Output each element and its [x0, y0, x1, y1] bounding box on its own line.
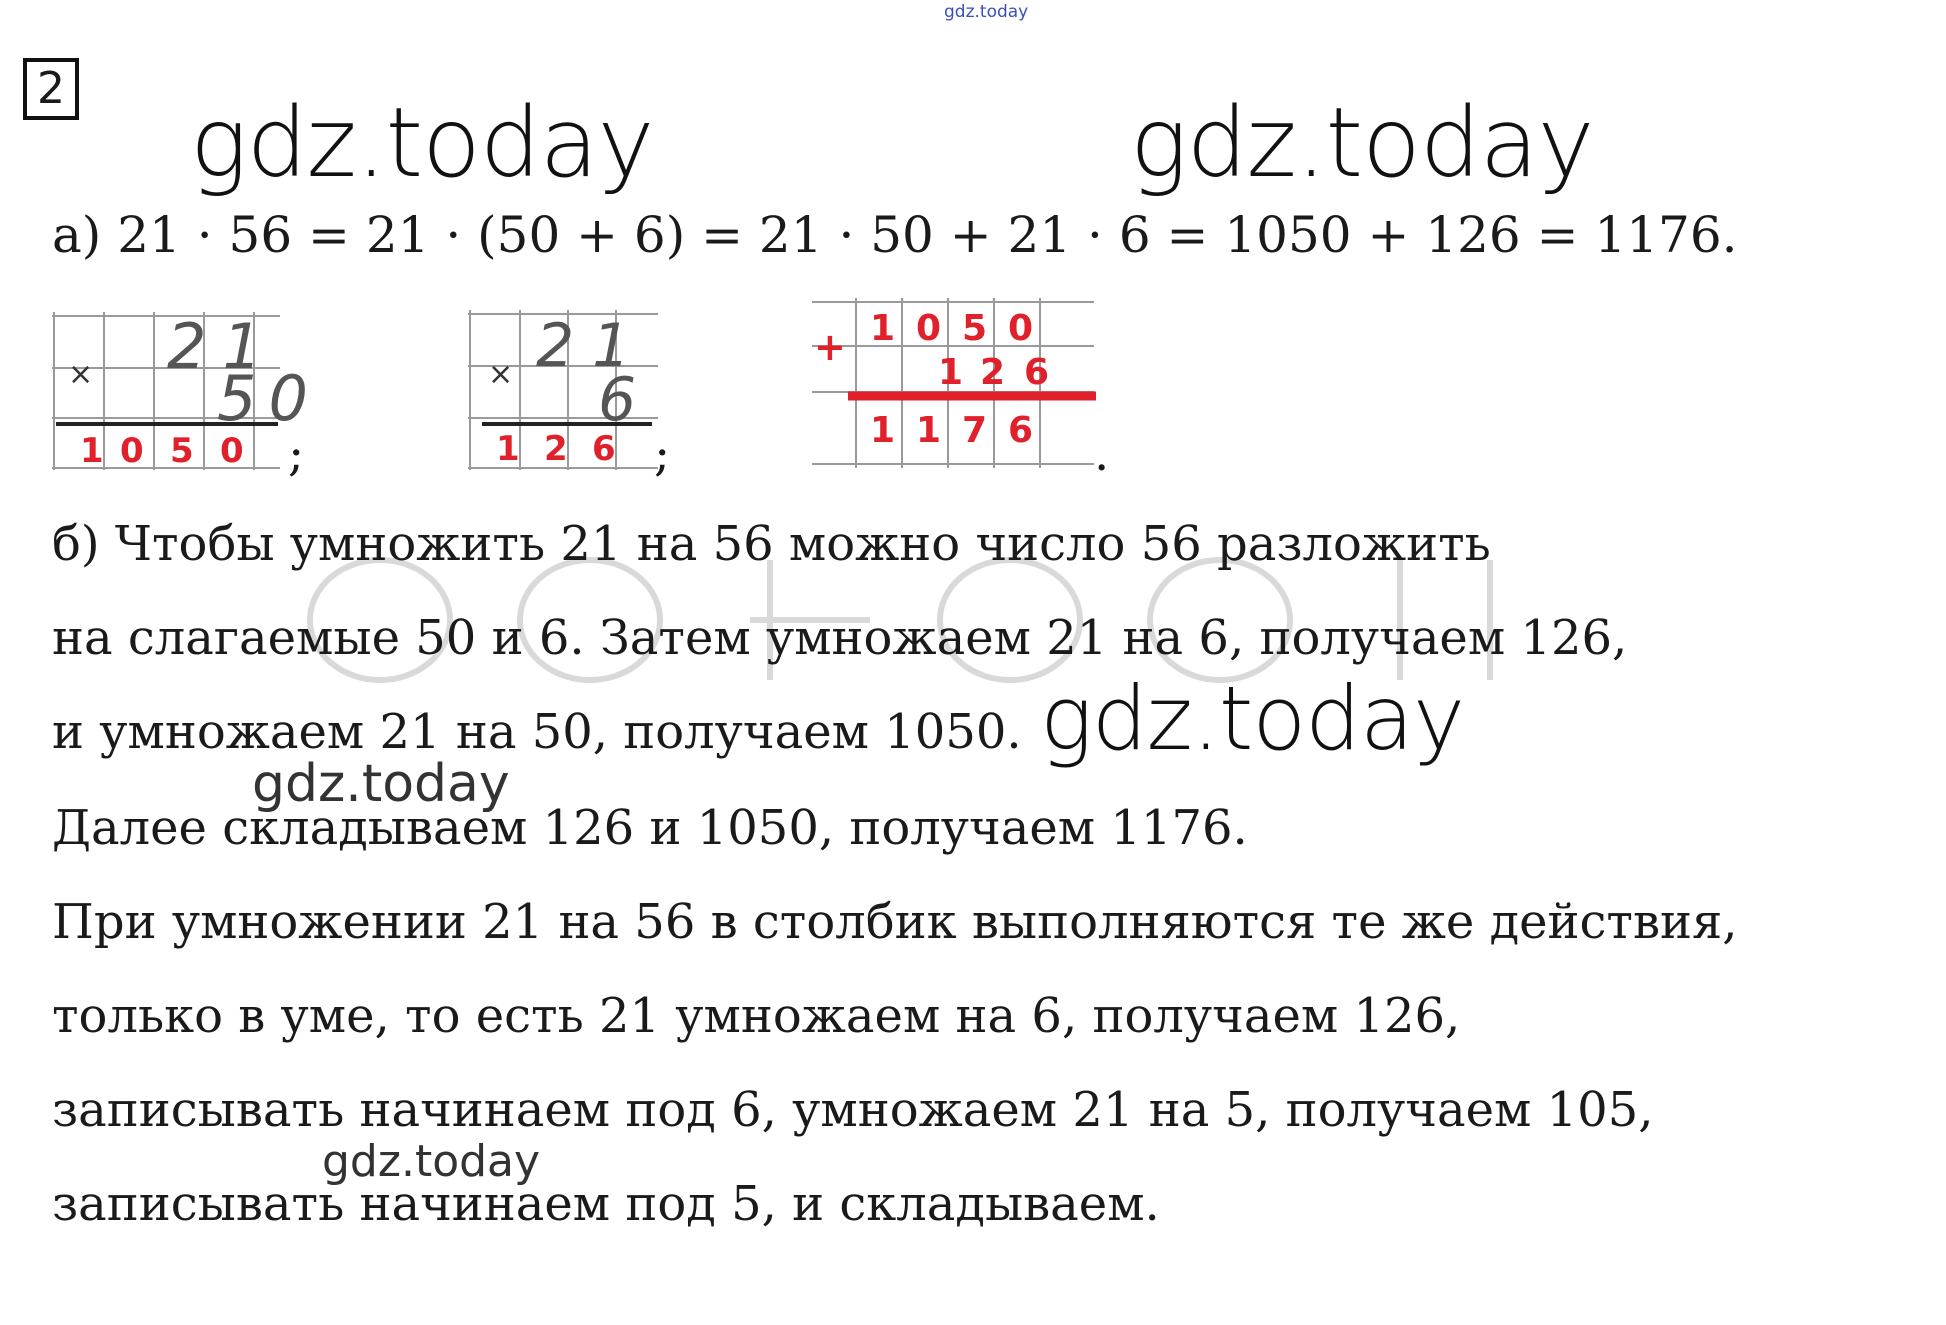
multiply-sign: ×	[68, 357, 94, 392]
multiplication-grid-2	[468, 310, 660, 470]
separator: .	[1094, 426, 1110, 482]
text-line: на слагаемые 50 и 6. Затем умножаем 21 на 6, получаем 126,	[52, 610, 1628, 666]
sum-digit: 6	[1008, 410, 1034, 451]
addend-digit: 6	[1024, 352, 1050, 393]
separator: ;	[288, 426, 305, 482]
text-line: записывать начинаем под 5, и складываем.	[52, 1176, 1160, 1232]
multiply-sign: ×	[488, 357, 514, 392]
watermark: gdz.today	[252, 754, 510, 814]
watermark: gdz.today	[190, 87, 654, 199]
result-digit: 1	[80, 431, 104, 471]
text-line: При умножении 21 на 56 в столбик выполняются те же действия,	[52, 894, 1738, 950]
multiplication-grid-1	[52, 310, 320, 471]
watermark: gdz.today	[322, 1136, 541, 1187]
addition-grid	[812, 298, 1098, 468]
text-line: б) Чтобы умножить 21 на 56 можно число 56 разложить	[52, 516, 1491, 572]
text-line: только в уме, то есть 21 умножаем на 6, получаем 126,	[52, 988, 1461, 1044]
factor-top: 21	[167, 310, 278, 383]
addend-digit: 1	[870, 308, 896, 349]
watermark: gdz.today	[1040, 667, 1465, 770]
addend-digit: 1	[938, 352, 964, 393]
result-digit: 0	[220, 431, 244, 471]
problem-number: 2	[23, 58, 79, 120]
watermark-top: gdz.today	[944, 2, 1029, 22]
sum-digit: 7	[962, 410, 988, 451]
watermark: gdz.today	[1130, 87, 1594, 199]
addend-digit: 5	[962, 308, 988, 349]
text-line: записывать начинаем под 6, умножаем 21 на 5, получаем 105,	[52, 1082, 1654, 1138]
result-digit: 2	[544, 429, 568, 469]
equation-a: а) 21 · 56 = 21 · (50 + 6) = 21 · 50 + 21 · 6 = 1050 + 126 = 1176.	[52, 206, 1738, 264]
plus-sign: +	[814, 325, 846, 369]
factor-bottom: 6	[598, 365, 637, 435]
result-digit: 6	[592, 429, 616, 469]
sum-digit: 1	[916, 410, 942, 451]
sum-digit: 1	[870, 410, 896, 451]
separator: ;	[654, 426, 671, 482]
result-digit: 0	[120, 431, 144, 471]
addend-digit: 0	[916, 308, 942, 349]
factor-bottom: 50	[217, 362, 320, 435]
addend-digit: 0	[1008, 308, 1034, 349]
text-line: и умножаем 21 на 50, получаем 1050.	[52, 704, 1022, 760]
result-digit: 5	[170, 431, 194, 471]
text-line: Далее складываем 126 и 1050, получаем 1176.	[52, 800, 1248, 856]
addend-digit: 2	[980, 352, 1006, 393]
result-digit: 1	[496, 429, 520, 469]
factor-top: 21	[536, 311, 649, 381]
